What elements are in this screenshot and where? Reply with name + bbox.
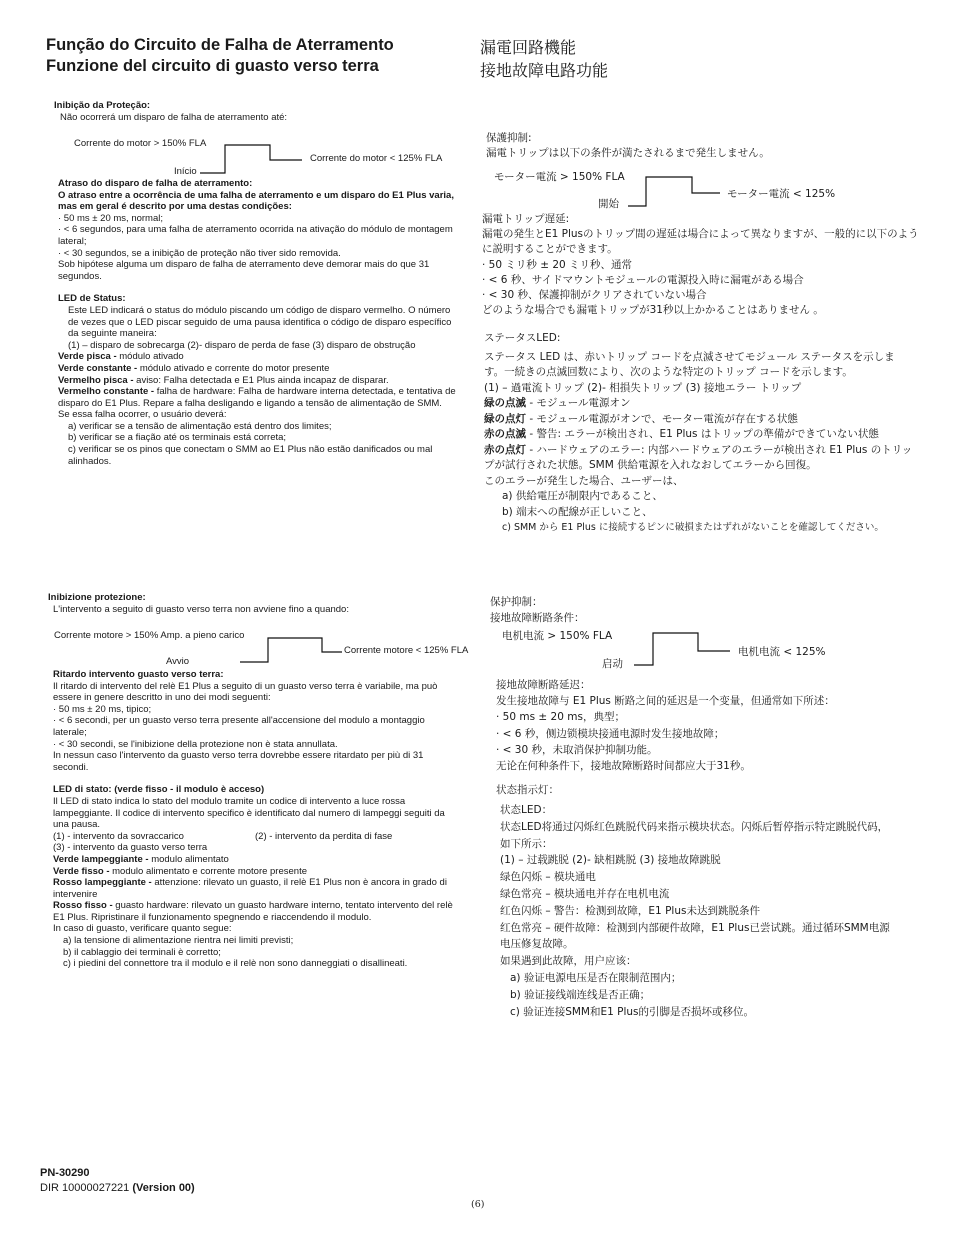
led-text: 状态LED将通过闪烁红色跳脱代码来指示模块状态。闪烁后暂停指示特定跳脱代码，如下所示：: [500, 820, 889, 850]
page-number: (6): [471, 1199, 485, 1210]
state-line: 绿色闪烁 – 模块通电: [500, 871, 596, 884]
check-item: a) 供給電圧が制限内であること、: [502, 490, 663, 502]
delay-item: · < 30 秒、保護抑制がクリアされていない場合: [482, 289, 707, 302]
diagram-label-low: Corrente do motor < 125% FLA: [310, 153, 443, 164]
delay-item: · 50 ミリ秒 ± 20 ミリ秒、通常: [482, 258, 633, 271]
check-item: a) 验证电源电压是否在限制范围内；: [510, 971, 682, 984]
diagram-label-high: Corrente do motor > 150% FLA: [74, 138, 207, 149]
check-item: c) SMM から E1 Plus に接続するピンに破損またはずれがないことを確認してください。: [502, 522, 884, 533]
chinese-led: [500, 802, 895, 1020]
diagram-label-start: 启动: [602, 658, 623, 670]
check-item: c) verificar se os pinos que conectam o SMM ao E1 Plus não estão danificados ou mal alinhados.: [68, 444, 433, 467]
heading-chinese: 接地故障电路功能: [480, 61, 609, 80]
error-intro: Se essa falha ocorrer, o usuário deverá:: [58, 409, 227, 421]
inhibit-text: 接地故障断路条件：: [490, 612, 585, 625]
italian-delay: [53, 669, 458, 970]
delay-item: · < 30 secondi, se l'inibizione della protezione non è stata annullata.: [53, 738, 338, 750]
led-codes: (1) – 过载跳脱 (2)- 缺相跳脱 (3) 接地故障跳脱: [500, 854, 721, 867]
state-line: 緑の点灯 - モジュール電源がオンで、モーター電流が存在する状態: [484, 412, 798, 425]
check-item: b) 端末への配線が正しいこと、: [502, 505, 653, 518]
diagram-label-high: Corrente motore > 150% Amp. a pieno carico: [54, 630, 245, 641]
inhibit-title: Inibizione protezione:: [48, 592, 146, 603]
diagram-label-start: Início: [174, 166, 197, 177]
state-line: 绿色常亮 – 模块通电并存在电机电流: [500, 887, 670, 900]
inhibit-text: 漏電トリップは以下の条件が満たされるまで発生しません。: [486, 147, 770, 160]
doc-number: PN-30290: [40, 1167, 90, 1179]
inhibit-title: Inibição da Proteção:: [54, 100, 151, 111]
led-text: Il LED di stato indica lo stato del modulo tramite un codice di intervento a luce rossa lampeggiante. Il codice di intervento specifico è identificato dal numero di lampeggi seguiti da una pausa.: [53, 795, 445, 831]
chinese-led-section: [496, 782, 916, 798]
delay-text: Il ritardo di intervento del relè E1 Plus a seguito di un guasto verso terra è variabile, ma può essere in genere descritto in uno dei modi seguenti:: [53, 680, 438, 704]
diagram-label-start: 開始: [598, 198, 619, 210]
heading-portuguese: Função do Circuito de Falha de Aterramento: [46, 36, 394, 54]
delay-item: · < 30 秒，未取消保护抑制功能。: [496, 743, 658, 756]
delay-item: · 50 ms ± 20 ms, normal;: [58, 212, 163, 224]
led-text: Este LED indicará o status do módulo piscando um código de disparo vermelho. O número de vezes que o LED piscar seguido de uma pausa identifica o código de disparo específico da seguinte maneira:: [68, 304, 452, 340]
error-intro: In caso di guasto, verificare quanto segue:: [53, 923, 232, 935]
delay-note: In nessun caso l'intervento da guasto verso terra dovrebbe essere ritardato per più di 31 secondi.: [53, 750, 424, 773]
led-title: LED de Status:: [58, 293, 126, 305]
check-item: b) verificar se a fiação até os terminais está correta;: [68, 432, 287, 444]
led-title: 状态LED：: [500, 804, 553, 816]
delay-note: Sob hipótese alguma um disparo de falha de aterramento deve demorar mais do que 31 segundos.: [58, 259, 430, 282]
diagram-label-high: モーター電流 > 150% FLA: [494, 171, 625, 183]
led-codes: (1) – 過電流トリップ (2)- 相損失トリップ (3) 接地エラー トリップ: [484, 381, 802, 394]
state-line: 緑の点滅 - モジュール電源オン: [484, 397, 631, 409]
led-codes: (1) - intervento da sovraccarico (2) - intervento da perdita di fase: [53, 830, 393, 842]
delay-note: どのような場合でも漏電トリップが31秒以上かかることはありません 。: [482, 304, 824, 317]
delay-title: Ritardo intervento guasto verso terra:: [53, 669, 224, 680]
delay-item: · < 6 segundos, para uma falha de aterramento ocorrida na ativação do módulo de montagem lateral;: [58, 224, 453, 247]
state-line: Rosso fisso - guasto hardware: rilevato un guasto hardware interno, tentato intervento del relè E1 Plus. Ripristinare il funzionamento spegnendo e riaccendendo il modulo.: [53, 900, 453, 923]
delay-title: Atraso do disparo de falha de aterramento:: [58, 178, 253, 189]
state-line: 赤の点滅 - 警告: エラーが検出され、E1 Plus はトリップの準備ができていない状態: [484, 428, 879, 440]
state-line: Verde fisso - modulo alimentato e corrente motore presente: [53, 865, 307, 877]
heading-japanese: 漏電回路機能: [480, 38, 577, 57]
state-line: 红色闪烁 – 警告：检测到故障，E1 Plus未达到跳脱条件: [500, 904, 760, 917]
led-codes: (1) – disparo de sobrecarga (2)- disparo de perda de fase (3) disparo de obstrução: [68, 339, 416, 351]
delay-bold: O atraso entre a ocorrência de uma falha de aterramento e um disparo do E1 Plus varia, mas em geral é descrito por uma destas condições:: [58, 189, 454, 213]
delay-item: · 50 ms ± 20 ms，典型；: [496, 711, 625, 724]
inhibit-text: L'intervento a seguito di guasto verso terra non avviene fino a quando:: [53, 603, 349, 615]
diagram-label-low: モーター電流 < 125%: [727, 188, 836, 200]
state-line: Verde constante - módulo ativado e corrente do motor presente: [58, 362, 330, 374]
inhibit-text: Não ocorrerá um disparo de falha de aterramento até:: [60, 111, 288, 123]
error-intro: このエラーが発生した場合、ユーザーは、: [484, 474, 684, 487]
led-section-title: 状态指示灯：: [496, 784, 559, 796]
delay-item: · 50 ms ± 20 ms, tipico;: [53, 703, 152, 715]
check-item: c) i piedini del connettore tra il modulo e il relè non sono danneggiati o disallineati.: [63, 958, 408, 970]
inhibit-title: 保护抑制：: [490, 596, 543, 608]
diagram-label-start: Avvio: [166, 656, 190, 667]
dir-number: DIR 10000027221 (Version 00): [40, 1182, 195, 1194]
check-item: a) verificar se a tensão de alimentação está dentro dos limites;: [68, 420, 332, 432]
led-code: (3) - intervento da guasto verso terra: [53, 842, 208, 854]
delay-item: · < 6 秒，侧边锁模块接通电源时发生接地故障；: [496, 727, 725, 740]
state-line: 赤の点灯 - ハードウェアのエラー: 内部ハードウェアのエラーが検出され E1 Plus のトリップが試行された状態。SMM 供給電源を入れなおしてエラーから回復。: [484, 443, 913, 471]
state-line: Rosso lampeggiante - attenzione: rilevato un guasto, il relè E1 Plus non è ancora in grado di intervenire: [53, 877, 447, 900]
delay-title: 接地故障断路延迟：: [496, 679, 591, 691]
led-title: ステータスLED:: [484, 332, 561, 344]
diagram-label-low: Corrente motore < 125% FLA: [344, 645, 469, 656]
error-intro: 如果遇到此故障，用户应该：: [500, 955, 637, 968]
state-line: Verde pisca - módulo ativado: [58, 351, 184, 363]
check-item: a) la tensione di alimentazione rientra nei limiti previsti;: [63, 935, 294, 947]
state-line: 红色常亮 – 硬件故障：检测到内部硬件故障，E1 Plus已尝试跳。通过循环SMM电源电压修复故障。: [500, 921, 890, 951]
led-text: ステータス LED は、赤いトリップ コードを点滅させてモジュール ステータスを示します。一続きの点滅回数により、次のような特定のトリップ コードを示します。: [484, 350, 895, 378]
footer: [40, 1166, 195, 1196]
inhibit-title: 保護抑制:: [486, 132, 532, 144]
delay-item: · < 6 secondi, per un guasto verso terra presente all'accensione del modulo a montaggio laterale;: [53, 715, 425, 738]
heading-italian: Funzione del circuito di guasto verso terra: [46, 57, 379, 75]
check-item: c) 验证连接SMM和E1 Plus的引脚是否损坏或移位。: [510, 1005, 755, 1018]
state-line: Verde lampeggiante - modulo alimentato: [53, 853, 229, 865]
led-title: LED di stato: (verde fisso - il modulo è acceso): [53, 784, 265, 796]
chinese-delay: [496, 677, 916, 774]
check-item: b) 验证接线端连线是否正确；: [510, 988, 651, 1001]
diagram-label-high: 电机电流 > 150% FLA: [502, 630, 613, 642]
state-line: Vermelho pisca - aviso: Falha detectada e E1 Plus ainda incapaz de disparar.: [58, 374, 389, 386]
delay-text: 发生接地故障与 E1 Plus 断路之间的延迟是一个变量，但通常如下所述：: [496, 695, 835, 708]
delay-text: 漏電の発生とE1 Plusのトリップ間の遅延は場合によって異なりますが、一般的に以下のように説明することができます。: [482, 228, 919, 256]
check-item: b) il cablaggio dei terminali è corretto;: [63, 946, 221, 958]
diagram-label-low: 电机电流 < 125%: [738, 646, 826, 658]
delay-item: · < 6 秒、サイドマウントモジュールの電源投入時に漏電がある場合: [482, 273, 804, 286]
state-line: Vermelho constante - falha de hardware: Falha de hardware interna detectada, e tentativa de disparo do E1 Plus. Repare a falha desligando e ligando a tensão de alimentação de SMM.: [58, 386, 456, 409]
delay-title: 漏電トリップ遅延:: [482, 213, 570, 225]
delay-item: · < 30 segundos, se a inibição de proteção não tiver sido removida.: [58, 247, 341, 259]
delay-note: 无论在何种条件下，接地故障断路时间都应大于31秒。: [496, 760, 751, 773]
